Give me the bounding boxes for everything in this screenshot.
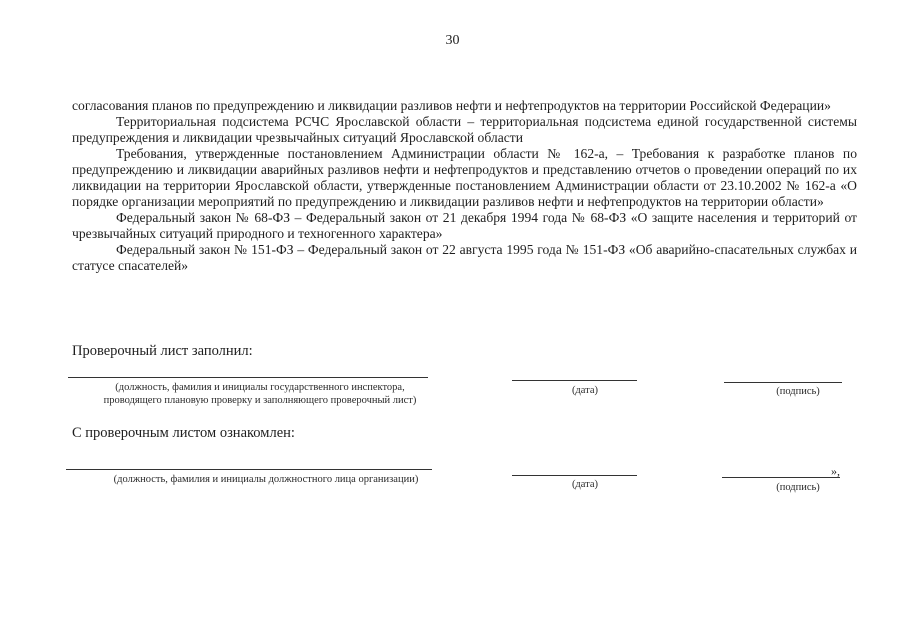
acquainted-date-caption: (дата): [571, 479, 599, 490]
filled-by-label: Проверочный лист заполнил:: [72, 343, 253, 359]
page-number: 30: [445, 33, 460, 48]
signature-trailing-mark: »,: [831, 464, 840, 478]
filled-date-caption: (дата): [571, 385, 599, 396]
acquainted-date-line: [512, 475, 637, 476]
acquainted-signature-line: [722, 477, 840, 478]
acquainted-label: С проверочным листом ознакомлен:: [72, 425, 295, 441]
paragraph-law-68-definition: Федеральный закон № 68-ФЗ – Федеральный закон от 21 декабря 1994 года № 68-ФЗ «О защите населения и территорий от чрезвычайных ситуаций природного и техногенного характера»: [72, 210, 857, 241]
paragraph-requirements-definition: Требования, утвержденные постановлением Администрации области № 162-а, – Требования к разработке планов по предупреждению и ликвидации аварийных разливов нефти и нефтепродуктов и представлению отчетов о проведении операций по их ликвидации на территории Ярославской области, утвержденные постановлением Администрации области от 23.10.2002 № 162-а «О порядке организации мероприятий по предупреждению и ликвидации разливов нефти и нефтепродуктов на территории области»: [72, 146, 857, 209]
official-position-caption: (должность, фамилия и инициалы должностного лица организации): [113, 474, 419, 485]
filled-date-line: [512, 380, 637, 381]
official-position-line: [66, 469, 432, 470]
filled-signature-line: [724, 382, 842, 383]
paragraph-rschs-definition: Территориальная подсистема РСЧС Ярославской области – территориальная подсистема единой государственной системы предупреждения и ликвидации чрезвычайных ситуаций Ярославской области: [72, 114, 857, 145]
body-text: [72, 98, 857, 274]
filled-signature-caption: (подпись): [776, 386, 820, 397]
inspector-position-line: [68, 377, 428, 378]
paragraph-law-151-definition: Федеральный закон № 151-ФЗ – Федеральный закон от 22 августа 1995 года № 151-ФЗ «Об аварийно-спасательных службах и статусе спасателей»: [72, 242, 857, 273]
paragraph-continuation: согласования планов по предупреждению и ликвидации разливов нефти и нефтепродуктов на территории Российской Федерации»: [72, 98, 831, 113]
acquainted-signature-caption: (подпись): [776, 482, 820, 493]
inspector-position-caption: (должность, фамилия и инициалы государственного инспектора, проводящего плановую проверку и заполняющего проверочный лист): [103, 382, 417, 406]
